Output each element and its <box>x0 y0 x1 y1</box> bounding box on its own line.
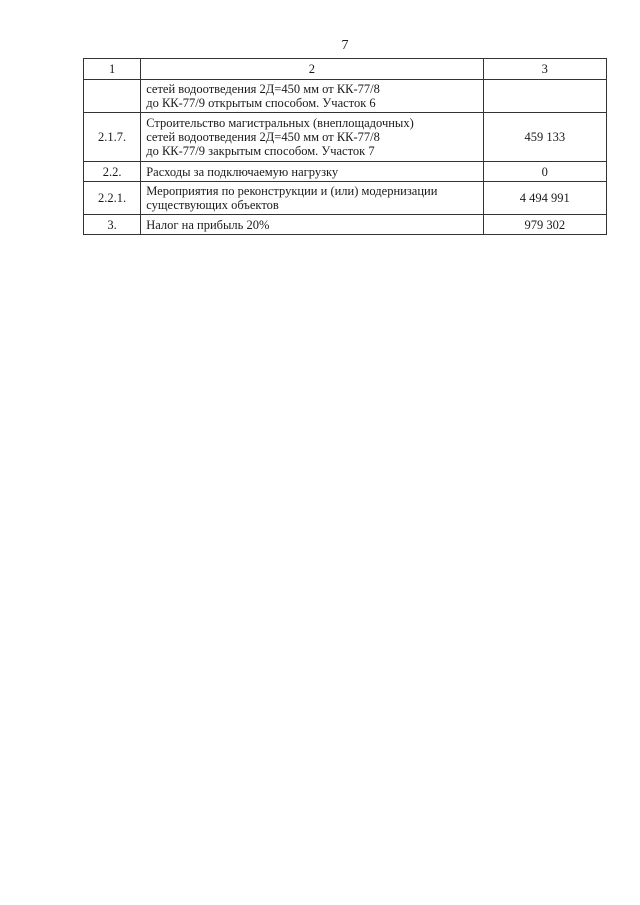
row-value: 4 494 991 <box>483 182 606 215</box>
page-number: 7 <box>341 38 349 53</box>
description-line: сетей водоотведения 2Д=450 мм от КК-77/8 <box>146 130 380 144</box>
cost-table <box>83 58 607 235</box>
description-line: Строительство магистральных (внеплощадочных) <box>146 116 414 130</box>
row-number: 2.2. <box>84 162 141 182</box>
description-line: существующих объектов <box>146 198 279 212</box>
row-description <box>141 80 483 113</box>
row-value: 459 133 <box>483 113 606 162</box>
row-number: 2.1.7. <box>84 113 141 162</box>
description-line: сетей водоотведения 2Д=450 мм от КК-77/8 <box>146 82 380 96</box>
table-header-row <box>84 59 607 80</box>
header-col-1: 1 <box>84 59 141 80</box>
row-value: 979 302 <box>483 215 606 235</box>
row-value <box>483 80 606 113</box>
header-col-2: 2 <box>141 59 483 80</box>
description-line: Расходы за подключаемую нагрузку <box>146 164 339 179</box>
row-description <box>141 162 483 182</box>
description-line: до КК-77/9 закрытым способом. Участок 7 <box>146 144 375 158</box>
row-number: 3. <box>84 215 141 235</box>
description-line: Мероприятия по реконструкции и (или) модернизации <box>146 184 438 198</box>
row-description <box>141 113 483 162</box>
row-description <box>141 215 483 235</box>
description-line: Налог на прибыль 20% <box>146 217 270 232</box>
table-row <box>84 113 607 162</box>
header-col-3: 3 <box>483 59 606 80</box>
row-number: 2.2.1. <box>84 182 141 215</box>
row-number <box>84 80 141 113</box>
table-row <box>84 215 607 235</box>
table-row <box>84 182 607 215</box>
row-description <box>141 182 483 215</box>
description-line: до КК-77/9 открытым способом. Участок 6 <box>146 96 376 110</box>
table-row <box>84 80 607 113</box>
row-value: 0 <box>483 162 606 182</box>
table-row <box>84 162 607 182</box>
